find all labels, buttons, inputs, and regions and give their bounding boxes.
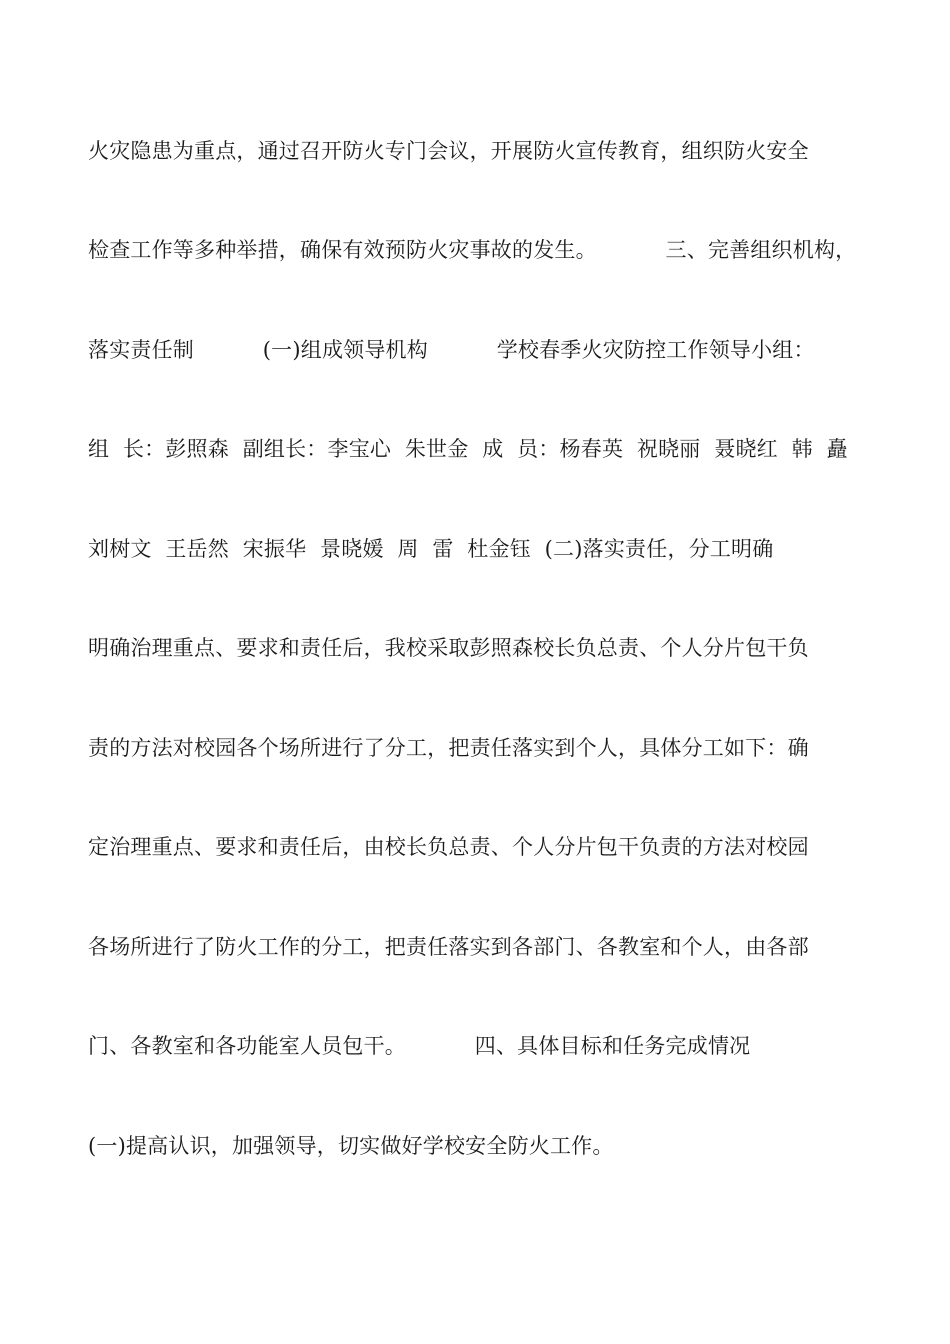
text-line-4: 组 长：彭照森 副组长：李宝心 朱世金 成 员：杨春英 祝晓丽 聂晓红 韩 矗 (88, 437, 848, 461)
text-line-6: 明确治理重点、要求和责任后，我校采取彭照森校长负总责、个人分片包干负 (88, 636, 809, 660)
text-line-10: 门、各教室和各功能室人员包干。 四、具体目标和任务完成情况 (88, 1034, 751, 1058)
text-line-5: 刘树文 王岳然 宋振华 景晓媛 周 雷 杜金钰 (二)落实责任，分工明确 (88, 537, 774, 561)
text-line-8: 定治理重点、要求和责任后，由校长负总责、个人分片包干负责的方法对校园 (88, 835, 809, 859)
text-line-2: 检查工作等多种举措，确保有效预防火灾事故的发生。 三、完善组织机构， (88, 238, 857, 262)
text-line-9: 各场所进行了防火工作的分工，把责任落实到各部门、各教室和个人，由各部 (88, 935, 809, 959)
text-line-1: 火灾隐患为重点，通过召开防火专门会议，开展防火宣传教育，组织防火安全 (88, 139, 809, 163)
text-line-3: 落实责任制 (一)组成领导机构 学校春季火灾防控工作领导小组： (88, 338, 815, 362)
text-line-7: 责的方法对校园各个场所进行了分工，把责任落实到个人，具体分工如下：确 (88, 736, 809, 760)
text-line-11: (一)提高认识，加强领导，切实做好学校安全防火工作。 (88, 1134, 614, 1158)
